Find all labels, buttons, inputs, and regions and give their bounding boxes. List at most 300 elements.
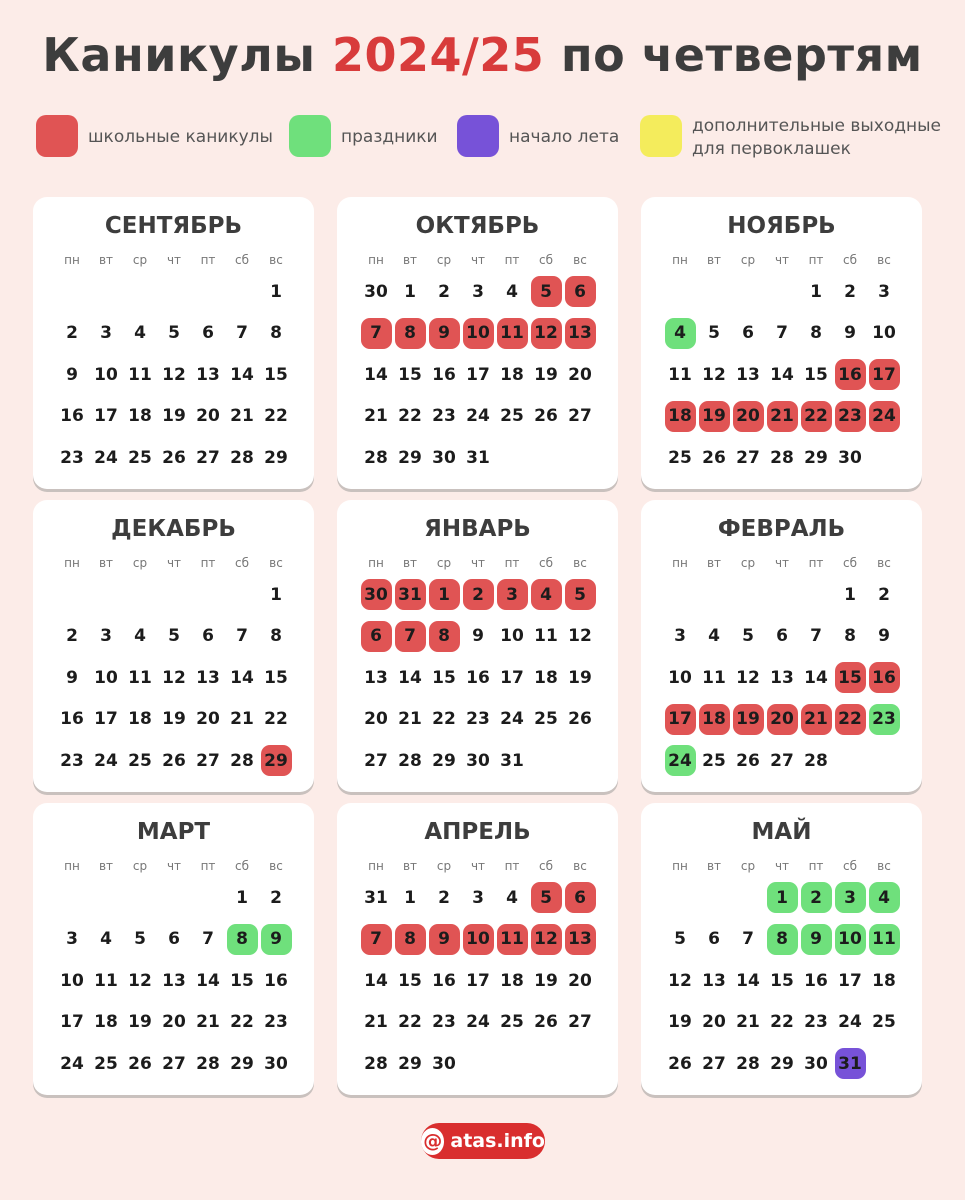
day-cell: 12	[162, 364, 186, 385]
day-cell: 20	[733, 401, 764, 432]
day-cell: 2	[844, 281, 856, 302]
day-cell: 17	[466, 364, 490, 385]
day-cell: 23	[466, 709, 490, 729]
day-cell: 16	[869, 662, 900, 693]
day-cell: 21	[364, 1012, 388, 1032]
day-cell: 10	[94, 667, 118, 688]
day-cell: 25	[668, 447, 692, 468]
day-cell: 5	[565, 579, 596, 610]
weekday-label: пт	[200, 556, 216, 570]
legend-item-summer-start	[457, 115, 619, 157]
day-cell: 22	[230, 1012, 254, 1032]
day-cell: 4	[134, 626, 146, 646]
calendar-grid	[359, 552, 597, 823]
calendar-grid	[359, 249, 597, 520]
weekday-label: ср	[436, 859, 452, 873]
weekday-label: вс	[573, 859, 587, 873]
day-cell: 28	[230, 447, 254, 468]
day-cell: 29	[398, 447, 422, 468]
empty-cell	[765, 574, 799, 616]
weekday-label: пт	[808, 556, 824, 570]
empty-cell	[123, 877, 157, 919]
day-cell: 6	[708, 929, 720, 949]
day-cell: 20	[568, 364, 592, 385]
weekday-label: сб	[235, 556, 249, 570]
day-cell: 2	[66, 323, 78, 343]
day-cell: 14	[804, 667, 828, 688]
calendar-grid	[55, 249, 293, 520]
day-cell: 19	[162, 406, 186, 426]
legend-swatch-school	[36, 115, 78, 157]
day-cell: 26	[736, 750, 760, 771]
day-cell: 17	[869, 359, 900, 390]
day-cell: 22	[264, 406, 288, 426]
weekday-label: чт	[470, 859, 486, 873]
day-cell: 4	[708, 626, 720, 646]
empty-cell	[123, 271, 157, 313]
day-cell: 15	[804, 364, 828, 385]
month-name: МАРТ	[136, 819, 211, 845]
day-cell: 20	[196, 406, 220, 426]
weekday-label: пн	[64, 859, 80, 873]
day-cell: 29	[230, 1053, 254, 1074]
weekday-label: вт	[706, 859, 722, 873]
day-cell: 27	[196, 447, 220, 468]
day-cell: 25	[534, 709, 558, 729]
day-cell: 2	[463, 579, 494, 610]
weekday-label: сб	[539, 859, 553, 873]
day-cell: 28	[804, 750, 828, 771]
day-cell: 29	[264, 447, 288, 468]
day-cell: 9	[66, 667, 78, 688]
day-cell: 17	[94, 406, 118, 426]
day-cell: 12	[531, 924, 562, 955]
day-cell: 21	[736, 1012, 760, 1032]
legend-label: праздники	[341, 127, 438, 147]
day-cell: 16	[804, 970, 828, 991]
day-cell: 29	[770, 1053, 794, 1074]
day-cell: 15	[264, 667, 288, 688]
day-cell: 5	[168, 626, 180, 646]
day-cell: 13	[702, 970, 726, 991]
day-cell: 26	[702, 447, 726, 468]
day-cell: 13	[565, 924, 596, 955]
day-cell: 7	[236, 323, 248, 343]
day-cell: 22	[398, 1012, 422, 1032]
weekday-label: вт	[98, 556, 114, 570]
day-cell: 14	[398, 667, 422, 688]
weekday-label: вс	[269, 556, 283, 570]
day-cell: 22	[801, 401, 832, 432]
day-cell: 15	[770, 970, 794, 991]
weekday-label: вт	[98, 859, 114, 873]
weekday-label: пт	[200, 253, 216, 267]
day-cell: 3	[472, 281, 484, 302]
day-cell: 4	[134, 323, 146, 343]
day-cell: 22	[432, 709, 456, 729]
weekday-label: вс	[877, 556, 891, 570]
day-cell: 6	[361, 621, 392, 652]
day-cell: 5	[531, 276, 562, 307]
empty-cell	[157, 271, 191, 313]
weekday-label: пн	[368, 253, 384, 267]
day-cell: 1	[270, 281, 282, 302]
day-cell: 8	[844, 626, 856, 646]
day-cell: 21	[196, 1012, 220, 1032]
page-title	[0, 28, 965, 82]
day-cell: 9	[801, 924, 832, 955]
weekday-label: вс	[877, 253, 891, 267]
weekday-label: ср	[132, 253, 148, 267]
day-cell: 1	[236, 887, 248, 908]
day-cell: 23	[432, 1012, 456, 1032]
day-cell: 9	[429, 318, 460, 349]
day-cell: 9	[878, 626, 890, 646]
day-cell: 3	[497, 579, 528, 610]
calendar-grid	[55, 552, 293, 823]
day-cell: 14	[196, 970, 220, 991]
calendar-grid	[663, 855, 901, 1126]
day-cell: 24	[94, 447, 118, 468]
day-cell: 27	[196, 750, 220, 771]
title-before: Каникулы	[42, 28, 332, 82]
day-cell: 17	[94, 709, 118, 729]
day-cell: 12	[668, 970, 692, 991]
day-cell: 18	[872, 970, 896, 991]
day-cell: 6	[565, 882, 596, 913]
month-card	[337, 803, 618, 1095]
weekday-label: вт	[98, 253, 114, 267]
day-cell: 21	[398, 709, 422, 729]
day-cell: 11	[128, 364, 152, 385]
day-cell: 23	[60, 750, 84, 771]
day-cell: 10	[872, 323, 896, 343]
day-cell: 31	[395, 579, 426, 610]
day-cell: 5	[531, 882, 562, 913]
empty-cell	[799, 574, 833, 616]
month-name: СЕНТЯБРЬ	[104, 213, 243, 239]
day-cell: 8	[270, 323, 282, 343]
day-cell: 20	[767, 704, 798, 735]
day-cell: 15	[432, 667, 456, 688]
day-cell: 8	[395, 924, 426, 955]
day-cell: 14	[736, 970, 760, 991]
day-cell: 13	[364, 667, 388, 688]
day-cell: 23	[835, 401, 866, 432]
weekday-label: пн	[672, 859, 688, 873]
day-cell: 3	[878, 281, 890, 302]
day-cell: 26	[534, 406, 558, 426]
day-cell: 24	[94, 750, 118, 771]
day-cell: 13	[196, 667, 220, 688]
month-name: ДЕКАБРЬ	[111, 516, 236, 542]
weekday-label: сб	[539, 556, 553, 570]
day-cell: 3	[100, 323, 112, 343]
day-cell: 11	[128, 667, 152, 688]
empty-cell	[731, 574, 765, 616]
weekday-label: сб	[235, 253, 249, 267]
weekday-label: ср	[740, 556, 756, 570]
day-cell: 22	[264, 709, 288, 729]
day-cell: 27	[162, 1053, 186, 1074]
empty-cell	[55, 271, 89, 313]
empty-cell	[731, 877, 765, 919]
day-cell: 16	[835, 359, 866, 390]
day-cell: 1	[767, 882, 798, 913]
month-card	[641, 500, 922, 792]
legend	[36, 115, 956, 165]
day-cell: 11	[702, 667, 726, 688]
day-cell: 7	[361, 924, 392, 955]
day-cell: 25	[500, 1012, 524, 1032]
month-card	[33, 500, 314, 792]
weekday-label: пт	[504, 556, 520, 570]
day-cell: 30	[804, 1053, 828, 1074]
day-cell: 9	[472, 626, 484, 646]
day-cell: 24	[466, 406, 490, 426]
day-cell: 25	[94, 1053, 118, 1074]
day-cell: 25	[128, 750, 152, 771]
day-cell: 10	[835, 924, 866, 955]
day-cell: 7	[810, 626, 822, 646]
weekday-label: вс	[269, 859, 283, 873]
day-cell: 6	[202, 626, 214, 646]
day-cell: 18	[128, 709, 152, 729]
day-cell: 16	[264, 970, 288, 991]
day-cell: 4	[506, 281, 518, 302]
month-card	[33, 197, 314, 489]
weekday-label: вт	[402, 859, 418, 873]
day-cell: 31	[466, 447, 490, 468]
day-cell: 23	[432, 406, 456, 426]
day-cell: 9	[66, 364, 78, 385]
day-cell: 9	[844, 323, 856, 343]
day-cell: 24	[838, 1012, 862, 1032]
empty-cell	[191, 271, 225, 313]
day-cell: 24	[466, 1012, 490, 1032]
empty-cell	[157, 877, 191, 919]
day-cell: 6	[742, 323, 754, 343]
day-cell: 1	[404, 281, 416, 302]
day-cell: 16	[432, 970, 456, 991]
weekday-label: пт	[504, 859, 520, 873]
month-name: ОКТЯБРЬ	[415, 213, 540, 239]
brand-badge[interactable]	[421, 1123, 545, 1159]
day-cell: 14	[230, 667, 254, 688]
day-cell: 27	[736, 447, 760, 468]
day-cell: 5	[708, 323, 720, 343]
day-cell: 29	[398, 1053, 422, 1074]
day-cell: 14	[364, 970, 388, 991]
day-cell: 25	[500, 406, 524, 426]
empty-cell	[89, 574, 123, 616]
day-cell: 26	[162, 447, 186, 468]
month-name: АПРЕЛЬ	[424, 819, 531, 845]
day-cell: 13	[162, 970, 186, 991]
day-cell: 6	[168, 929, 180, 949]
month-card	[641, 197, 922, 489]
weekday-label: пн	[368, 556, 384, 570]
day-cell: 8	[227, 924, 258, 955]
day-cell: 3	[100, 626, 112, 646]
weekday-label: вт	[402, 556, 418, 570]
day-cell: 19	[699, 401, 730, 432]
month-name: НОЯБРЬ	[727, 213, 836, 239]
day-cell: 3	[674, 626, 686, 646]
day-cell: 24	[665, 745, 696, 776]
empty-cell	[731, 271, 765, 313]
day-cell: 19	[534, 364, 558, 385]
day-cell: 8	[395, 318, 426, 349]
weekday-label: пт	[808, 253, 824, 267]
day-cell: 5	[674, 929, 686, 949]
day-cell: 23	[264, 1012, 288, 1032]
day-cell: 31	[835, 1048, 866, 1079]
day-cell: 10	[668, 667, 692, 688]
weekday-label: чт	[774, 859, 790, 873]
day-cell: 4	[531, 579, 562, 610]
day-cell: 19	[162, 709, 186, 729]
legend-label: дополнительные выходные для первоклашек	[692, 116, 941, 159]
day-cell: 27	[568, 406, 592, 426]
empty-cell	[157, 574, 191, 616]
calendar-grid	[663, 249, 901, 520]
day-cell: 24	[60, 1053, 84, 1074]
day-cell: 22	[770, 1012, 794, 1032]
weekday-label: чт	[470, 253, 486, 267]
weekday-label: вт	[706, 253, 722, 267]
brand-label: atas.info	[450, 1130, 545, 1152]
day-cell: 12	[531, 318, 562, 349]
day-cell: 2	[801, 882, 832, 913]
day-cell: 11	[534, 626, 558, 646]
day-cell: 5	[168, 323, 180, 343]
day-cell: 20	[568, 970, 592, 991]
at-icon: @	[421, 1128, 444, 1155]
empty-cell	[55, 877, 89, 919]
day-cell: 15	[835, 662, 866, 693]
day-cell: 5	[134, 929, 146, 949]
month-card	[337, 500, 618, 792]
day-cell: 19	[733, 704, 764, 735]
weekday-label: пн	[64, 556, 80, 570]
day-cell: 18	[128, 406, 152, 426]
day-cell: 18	[500, 970, 524, 991]
weekday-label: сб	[843, 859, 857, 873]
day-cell: 13	[196, 364, 220, 385]
empty-cell	[765, 271, 799, 313]
day-cell: 11	[94, 970, 118, 991]
month-name: МАЙ	[751, 819, 812, 845]
day-cell: 20	[162, 1012, 186, 1032]
month-name: ЯНВАРЬ	[424, 516, 531, 542]
day-cell: 17	[665, 704, 696, 735]
day-cell: 3	[835, 882, 866, 913]
weekday-label: вс	[269, 253, 283, 267]
day-cell: 18	[500, 364, 524, 385]
month-name: ФЕВРАЛЬ	[717, 516, 846, 542]
day-cell: 28	[196, 1053, 220, 1074]
day-cell: 4	[869, 882, 900, 913]
day-cell: 11	[869, 924, 900, 955]
empty-cell	[191, 877, 225, 919]
day-cell: 31	[500, 750, 524, 771]
weekday-label: ср	[436, 253, 452, 267]
day-cell: 10	[463, 318, 494, 349]
day-cell: 20	[364, 709, 388, 729]
day-cell: 26	[162, 750, 186, 771]
day-cell: 18	[699, 704, 730, 735]
legend-swatch-holiday	[289, 115, 331, 157]
weekday-label: ср	[132, 556, 148, 570]
day-cell: 12	[128, 970, 152, 991]
empty-cell	[697, 574, 731, 616]
day-cell: 30	[838, 447, 862, 468]
day-cell: 4	[506, 887, 518, 908]
weekday-label: сб	[843, 556, 857, 570]
day-cell: 27	[770, 750, 794, 771]
weekday-label: сб	[843, 253, 857, 267]
day-cell: 18	[665, 401, 696, 432]
day-cell: 14	[230, 364, 254, 385]
day-cell: 28	[364, 447, 388, 468]
day-cell: 8	[270, 626, 282, 646]
day-cell: 15	[264, 364, 288, 385]
day-cell: 1	[429, 579, 460, 610]
day-cell: 19	[128, 1012, 152, 1032]
day-cell: 7	[395, 621, 426, 652]
day-cell: 8	[429, 621, 460, 652]
day-cell: 24	[500, 709, 524, 729]
day-cell: 14	[770, 364, 794, 385]
weekday-label: вс	[877, 859, 891, 873]
weekday-label: вт	[706, 556, 722, 570]
day-cell: 13	[770, 667, 794, 688]
day-cell: 14	[364, 364, 388, 385]
day-cell: 27	[364, 750, 388, 771]
calendar-grid	[663, 552, 901, 823]
day-cell: 2	[270, 887, 282, 908]
day-cell: 30	[432, 1053, 456, 1074]
day-cell: 7	[236, 626, 248, 646]
day-cell: 9	[261, 924, 292, 955]
empty-cell	[225, 574, 259, 616]
weekday-label: ср	[132, 859, 148, 873]
day-cell: 18	[534, 667, 558, 688]
day-cell: 25	[128, 447, 152, 468]
day-cell: 6	[202, 323, 214, 343]
day-cell: 7	[742, 929, 754, 949]
months-grid	[33, 197, 923, 1095]
day-cell: 3	[66, 929, 78, 949]
day-cell: 10	[500, 626, 524, 646]
day-cell: 10	[60, 970, 84, 991]
calendar-grid	[359, 855, 597, 1126]
weekday-label: пн	[368, 859, 384, 873]
day-cell: 22	[398, 406, 422, 426]
day-cell: 11	[497, 318, 528, 349]
legend-item-school-holidays	[36, 115, 273, 157]
empty-cell	[663, 271, 697, 313]
day-cell: 12	[702, 364, 726, 385]
day-cell: 29	[261, 745, 292, 776]
calendar-grid	[55, 855, 293, 1126]
weekday-label: чт	[470, 556, 486, 570]
day-cell: 26	[568, 709, 592, 729]
day-cell: 12	[568, 626, 592, 646]
weekday-label: чт	[774, 556, 790, 570]
day-cell: 4	[100, 929, 112, 949]
